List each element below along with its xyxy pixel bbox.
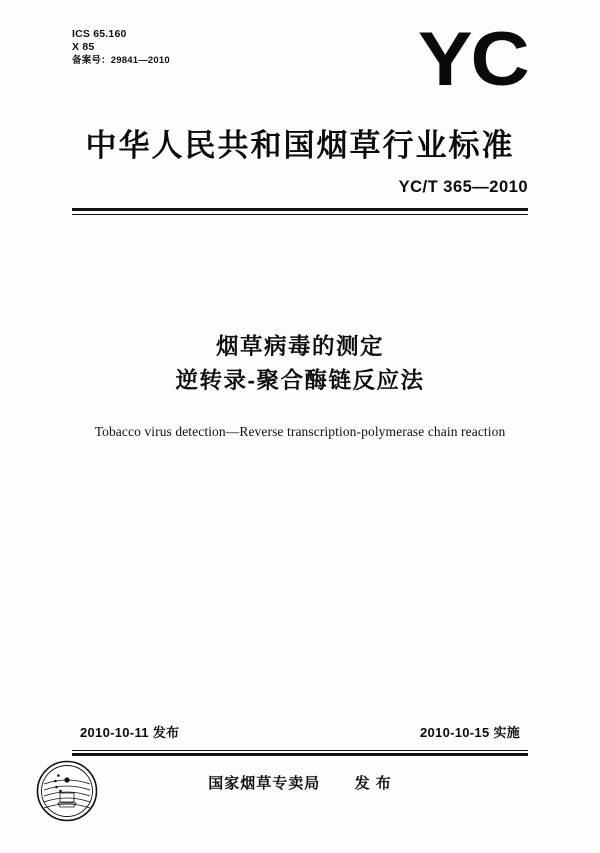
national-emblem-seal-icon	[36, 760, 98, 822]
divider-bottom-thin	[72, 750, 528, 751]
publish-date: 2010-10-11 发布	[80, 725, 180, 740]
standard-number: YC/T 365—2010	[398, 178, 528, 196]
divider-bottom-thick	[72, 753, 528, 756]
implementation-date: 2010-10-15 实施	[419, 725, 520, 740]
subject-title-english: Tobacco virus detection—Reverse transcription-polymerase chain reaction	[94, 424, 506, 439]
subject-title-line-1: 烟草病毒的测定	[215, 334, 384, 359]
divider-top-thick	[72, 208, 528, 211]
issuer-action: 发 布	[354, 775, 392, 792]
classification-block	[72, 28, 170, 67]
ccs-code: X 85	[72, 41, 95, 53]
issuer-name: 国家烟草专卖局	[208, 775, 321, 792]
national-standard-title: 中华人民共和国烟草行业标准	[85, 128, 515, 163]
ics-code: ICS 65.160	[72, 28, 127, 40]
header-block	[72, 17, 528, 102]
subject-title-line-2: 逆转录-聚合酶链反应法	[175, 368, 425, 393]
subject-title-block	[0, 330, 600, 440]
divider-top-thin	[72, 214, 528, 215]
date-row	[72, 722, 528, 740]
record-number: 备案号：29841—2010	[72, 55, 170, 66]
yc-logo: YC	[418, 17, 528, 102]
